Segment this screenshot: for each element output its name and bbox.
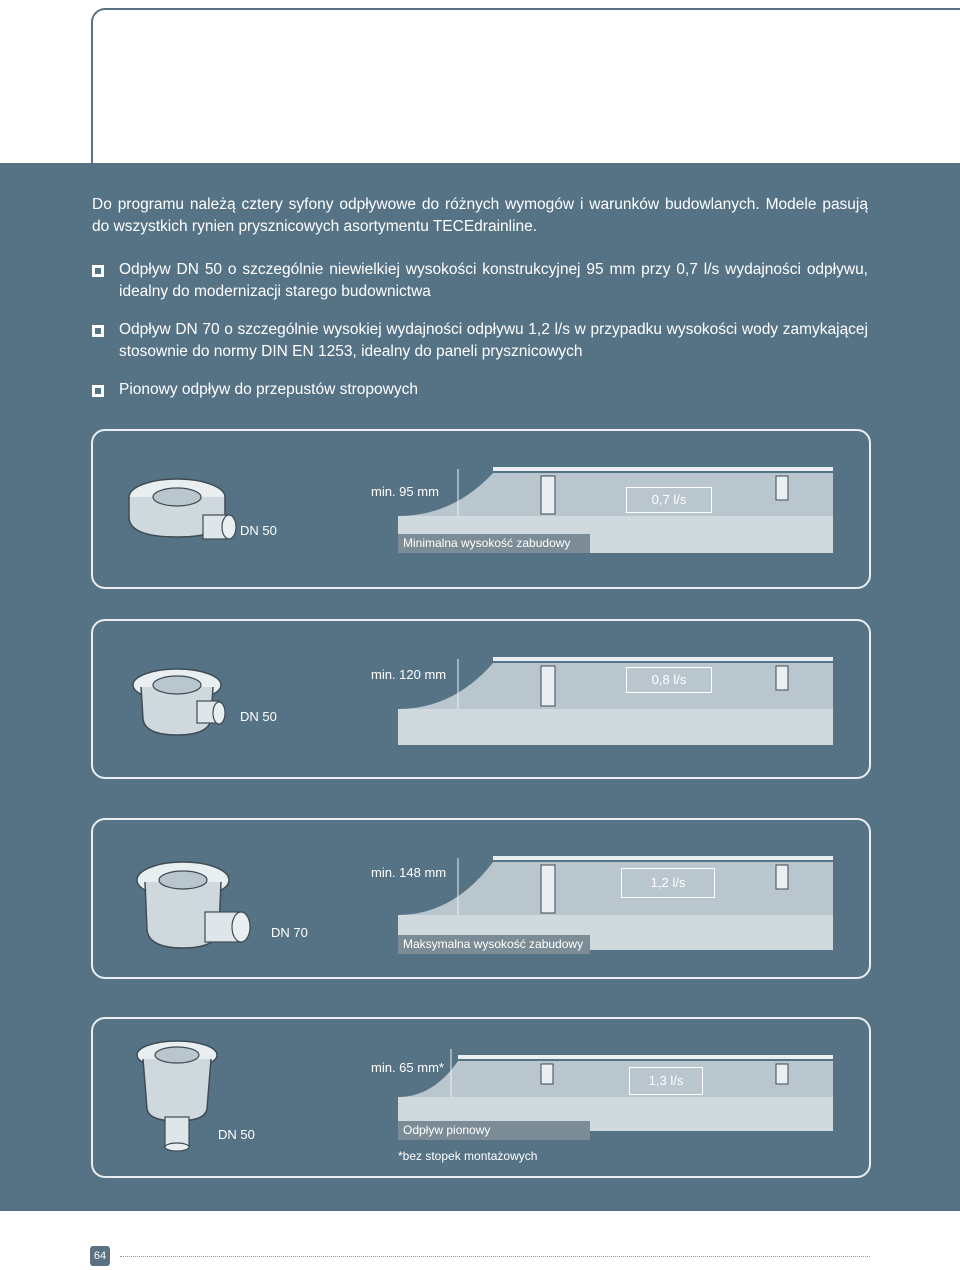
caption-tag: Maksymalna wysokość zabudowy [398,935,590,954]
flow-rate-label: 0,7 l/s [626,487,712,513]
footnote: *bez stopek montażowych [398,1149,538,1163]
dn-label: DN 50 [240,709,277,724]
diagram-box-1 [91,429,871,589]
caption-tag: Minimalna wysokość zabudowy [398,534,590,553]
flow-rate-label: 1,2 l/s [621,868,715,898]
bullet-text: Odpływ DN 50 o szczególnie niewielkiej wysokości konstrukcyjnej 95 mm przy 0,7 l/s wydajności odpływu, idealny do modernizacji starego budownictwa [119,261,868,300]
bullet-item-dn70 [92,319,868,363]
siphon-dn70-icon [137,862,250,948]
bullet-text: Odpływ DN 70 o szczególnie wysokiej wydajności odpływu 1,2 l/s w przypadku wysokości wody zamykającej stosownie do normy DIN EN 1253, idealny do paneli prysznicowych [119,321,868,360]
bullet-square-icon [92,385,104,397]
bullet-text: Pionowy odpływ do przepustów stropowych [119,381,418,398]
footer-dotted-line [120,1256,870,1257]
height-label: min. 148 mm [371,865,447,880]
drain-section-illustration-2 [93,621,869,777]
dn-label: DN 50 [218,1127,255,1142]
bullet-item-dn50 [92,259,868,303]
height-label: min. 65 mm* [371,1060,444,1075]
bullet-square-icon [92,265,104,277]
bullet-item-vertical [92,379,868,401]
siphon-dn50-icon [129,479,236,539]
diagram-box-3 [91,818,871,979]
diagram-box-4 [91,1017,871,1178]
drain-section-illustration-1 [93,431,869,587]
bullet-square-icon [92,325,104,337]
intro-paragraph: Do programu należą cztery syfony odpływowe do różnych wymogów i warunków budowlanych. Modele pasują do wszystkich rynien prysznicowych asortymentu TECEdrainline. [92,196,868,235]
siphon-dn50-icon [133,669,225,735]
dn-label: DN 70 [271,925,308,940]
siphon-vertical-icon [137,1041,217,1151]
diagram-box-2 [91,619,871,779]
flow-rate-label: 0,8 l/s [626,667,712,693]
height-label: min. 95 mm [371,484,439,499]
page-number: 64 [90,1246,110,1266]
caption-tag: Odpływ pionowy [398,1121,590,1140]
dn-label: DN 50 [240,523,277,538]
height-label: min. 120 mm [371,667,447,682]
top-frame-line [91,8,960,180]
flow-rate-label: 1,3 l/s [629,1067,703,1095]
